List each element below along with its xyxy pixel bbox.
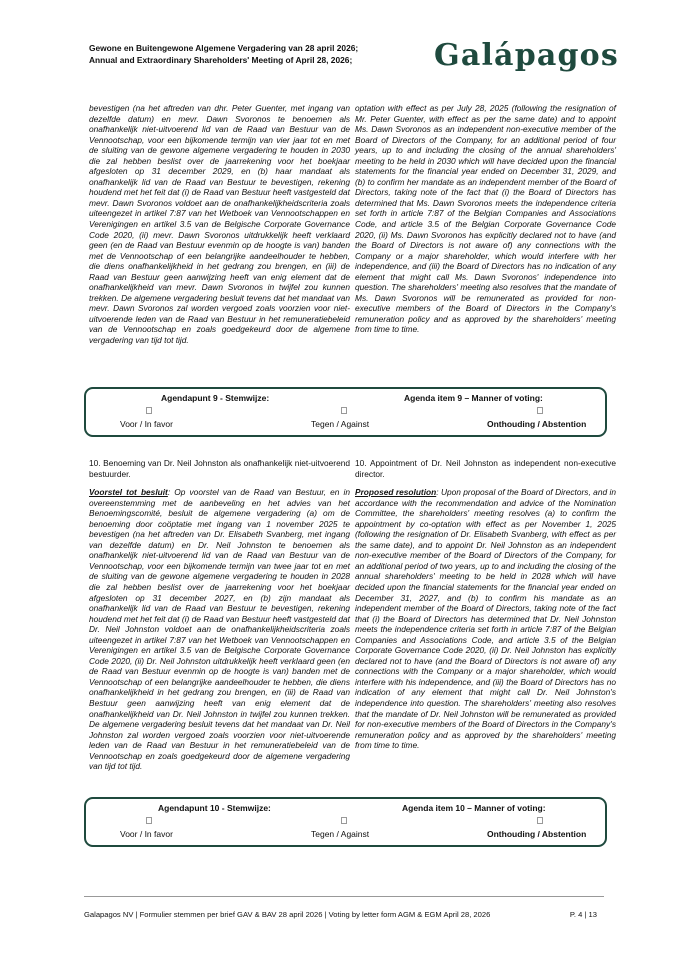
vote-box-item-10 bbox=[84, 797, 607, 847]
vote10-favor-checkbox[interactable] bbox=[146, 817, 152, 824]
vote10-title-en: Agenda item 10 – Manner of voting: bbox=[402, 803, 546, 813]
section10-text-en bbox=[355, 458, 616, 751]
vote10-against-checkbox[interactable] bbox=[341, 817, 347, 824]
section10-heading-en: 10. Appointment of Dr. Neil Johnston as independent non-executive director. bbox=[355, 458, 616, 479]
resolution-label-en: Proposed resolution bbox=[355, 487, 437, 498]
section8-paragraph-en: optation with effect as per July 28, 2025 (following the resignation of Mr. Peter Guenter, with effect as per the same date) and to appoint Ms. Dawn Svoronos as an independent non-executive member of the Board of Directors of the Company, for an additional period of four years, up to and including the closing of the annual shareholders' meeting to be held in 2030 which will have decided upon the financial statements for the financial year ended on December 31, 2029, and (b) to confirm her mandate as an independent member of the Board of Directors, taking note of the fact that (i) the Board of Directors has determined that Ms. Dawn Svoronos meets the independence criteria set forth in article 7:87 of the Belgian Companies and Associations Code, and article 3.5 of the Belgian Corporate Governance Code 2020, (ii) Ms. Dawn Svoronos has explicitly declared not to have (and the Board of Directors is not aware of) any connections with the Company or a major shareholder, which would interfere with her independence, and (iii) the Board of Directors has no indication of any element that might call Ms. Dawn Svoronos' independence into question. The shareholders' meeting also resolves that the mandate of Ms. Dawn Svoronos will be remunerated as provided for non-executive members of the Board of Directors in the Company's remuneration policy and as approved by the shareholders' meeting from time to time. bbox=[355, 103, 616, 335]
section8-text-nl bbox=[89, 103, 350, 346]
vote9-against-label: Tegen / Against bbox=[311, 419, 370, 429]
vote-box-item-9 bbox=[84, 387, 607, 437]
vote10-abstention-checkbox[interactable] bbox=[537, 817, 543, 824]
vote10-title-nl: Agendapunt 10 - Stemwijze: bbox=[158, 803, 271, 813]
document-header bbox=[89, 42, 379, 66]
section10-resolution-nl bbox=[89, 487, 350, 772]
vote9-against-checkbox[interactable] bbox=[341, 407, 347, 414]
section8-text-en bbox=[355, 103, 616, 335]
vote9-abstention-checkbox[interactable] bbox=[537, 407, 543, 414]
section10-text-nl bbox=[89, 458, 350, 772]
section10-body-en: : Upon proposal of the Board of Directors, and in accordance with the recommendation and advice of the Nomination Committee, the shareholders' meeting resolves (a) to confirm the appointment by co-optation with effect as per November 1, 2025 (following the resignation of Dr. Elisabeth Svanberg, with effect as per the same date), and to appoint Dr. Neil Johnston as an independent non-executive member of the Board of Directors of the Company, for an additional period of two years, up to and including the closing of the annual shareholders' meeting to be held in 2028 which will have decided upon the financial statements for the financial year ended on December 31, 2027, and (b) to confirm his mandate as an independent member of the Board of Directors, taking note of the fact that (i) the Board of Directors has determined that Dr. Neil Johnston meets the independence criteria set forth in article 7:87 of the Belgian Companies and Associations Code, and article 3.5 of the Belgian Corporate Governance Code 2020, (ii) Dr. Neil Johnston has explicitly declared not to have (and the Board of Directors is not aware of) any connections with the Company or a major shareholder, which would interfere with his independence, and (iii) the Board of Directors has no indication of any element that might call Dr. Neil Johnston's independence into question. The shareholders' meeting also resolves that the mandate of Dr. Neil Johnston will be remunerated as provided for non-executive members of the Board of Directors in the Company's remuneration policy and as approved by the shareholders' meeting from time to time. bbox=[355, 487, 616, 751]
header-title-nl: Gewone en Buitengewone Algemene Vergadering van 28 april 2026; bbox=[89, 43, 359, 53]
vote10-against-label: Tegen / Against bbox=[311, 829, 370, 839]
vote10-abstention-label: Onthouding / Abstention bbox=[487, 829, 587, 839]
vote9-title-en: Agenda item 9 – Manner of voting: bbox=[404, 393, 543, 403]
galapagos-logo: Galápagos bbox=[434, 38, 619, 73]
vote9-abstention-label: Onthouding / Abstention bbox=[487, 419, 587, 429]
resolution-label-nl: Voorstel tot besluit bbox=[89, 487, 168, 498]
section10-heading-nl: 10. Benoeming van Dr. Neil Johnston als onafhankelijk niet-uitvoerend bestuurder. bbox=[89, 458, 350, 479]
vote10-favor-label: Voor / In favor bbox=[120, 829, 173, 839]
vote9-title-nl: Agendapunt 9 - Stemwijze: bbox=[161, 393, 270, 403]
section10-resolution-en bbox=[355, 487, 616, 751]
header-title-en: Annual and Extraordinary Shareholders' Meeting of April 28, 2026; bbox=[89, 55, 353, 65]
footer-divider bbox=[84, 896, 604, 897]
section10-body-nl: : Op voorstel van de Raad van Bestuur, en in overeenstemming met de aanbeveling en het advies van het Benoemingscomité, besluit de algemene vergadering (a) om de benoeming door coöptatie met ingang van 1 november 2025 te bevestigen (na het aftreden van Dr. Elisabeth Svanberg, met ingang van dezelfde datum) en Dr. Neil Johnston te benoemen als onafhankelijk niet-uitvoerend lid van de Raad van Bestuur van de Vennootschap, voor een bijkomende termijn van twee jaar tot en met de sluiting van de gewone algemene vergadering te houden in 2028 die zal hebben beslist over de jaarrekening voor het boekjaar afgesloten op 31 december 2027, en (b) zijn mandaat als onafhankelijk lid van de Raad van Bestuur te bevestigen, rekening houdend met het feit dat (i) de Raad van Bestuur heeft vastgesteld dat Dr. Neil Johnston voldoet aan de onafhankelijkheidscriteria zoals uiteengezet in artikel 7:87 van het Wetboek van Vennootschappen en Verenigingen en artikel 3.5 van de Belgische Corporate Governance Code 2020, (ii) Dr. Neil Johnston uitdrukkelijk heeft verklaard geen (en de Raad van Bestuur evenmin op de hoogte is van) banden met de Vennootschap of een belangrijke aandeelhouder te hebben, die diens onafhankelijkheid in het gedrang zou brengen, en (iii) de Raad van Bestuur geen aanwijzing heeft van enig element dat de onafhankelijkheid van Dr. Neil Johnston in twijfel zou kunnen trekken. De algemene vergadering besluit tevens dat het mandaat van Dr. Neil Johnston zal worden vergoed zoals voorzien voor niet-uitvoerende leden van de Raad van Bestuur in het remuneratiebeleid van de Vennootschap en zoals goedgekeurd door de algemene vergadering van tijd tot tijd. bbox=[89, 487, 350, 772]
footer-text: Galapagos NV | Formulier stemmen per brief GAV & BAV 28 april 2026 | Voting by letter form AGM & EGM April 28, 2026 bbox=[84, 910, 491, 919]
page-number: P. 4 | 13 bbox=[569, 910, 597, 919]
vote9-favor-checkbox[interactable] bbox=[146, 407, 152, 414]
vote9-favor-label: Voor / In favor bbox=[120, 419, 173, 429]
section8-paragraph-nl: bevestigen (na het aftreden van dhr. Peter Guenter, met ingang van dezelfde datum) en mevr. Dawn Svoronos te benoemen als onafhankelijk niet-uitvoerend lid van de Raad van Bestuur van de Vennootschap, voor een bijkomende termijn van vier jaar tot en met de sluiting van de gewone algemene vergadering te houden in 2030 die zal hebben beslist over de jaarrekening voor het boekjaar afgesloten op 31 december 2029, en (b) haar mandaat als onafhankelijk lid van de Raad van Bestuur te bevestigen, rekening houdend met het feit dat (i) de Raad van Bestuur heeft vastgesteld dat mevr. Dawn Svoronos voldoet aan de onafhankelijkheidscriteria zoals uiteengezet in artikel 7:87 van het Wetboek van Vennootschappen en Verenigingen en artikel 3.5 van de Belgische Corporate Governance Code 2020, (ii) mevr. Dawn Svoronos uitdrukkelijk heeft verklaard geen (en de Raad van Bestuur evenmin op de hoogte is van) banden met de Vennootschap of een belangrijke aandeelhouder te hebben, die diens onafhankelijkheid in het gedrang zou brengen, en (iii) de Raad van Bestuur geen aanwijzing heeft van enig element dat de onafhankelijkheid van mevr. Dawn Svoronos in twijfel zou kunnen trekken. De algemene vergadering besluit tevens dat het mandaat van mevr. Dawn Svoronos zal worden vergoed zoals voorzien voor niet-uitvoerende leden van de Raad van Bestuur in het remuneratiebeleid van de Vennootschap en zoals goedgekeurd door de algemene vergadering van tijd tot tijd. bbox=[89, 103, 350, 346]
